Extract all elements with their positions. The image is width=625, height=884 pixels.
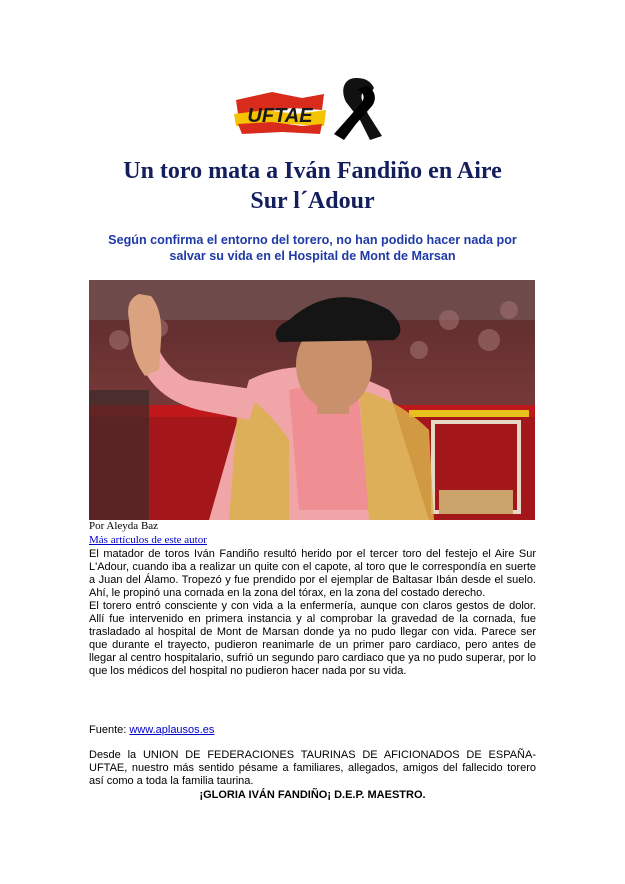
article-paragraph-2: El torero entró consciente y con vida a la enfermería, aunque con claros gestos de dolor. Allí fue intervenido en primera instancia y al comprobar la gravedad de la cornada, fue trasladado al hospital de Mont de Marsan donde ya no pudo llegar con vida. Parece ser que durante el trayecto, pudieron reanimarle de un primer paro cardiaco, pero antes de llegar al centro hospitalario, sufrió un segundo paro cardiaco que ya no pudo superar, por lo que los médicos del hospital no pudieron hacer nada por su vida. [89,600,537,677]
header-logo-group [232,72,392,144]
source-link[interactable]: www.aplausos.es [129,724,215,736]
article-title [40,156,585,216]
source-label: Fuente: [89,724,130,736]
author-byline: Por Aleyda Baz [89,520,159,532]
condolence-paragraph: Desde la UNION DE FEDERACIONES TAURINAS DE AFICIONADOS DE ESPAÑA-UFTAE, nuestro más sentido pésame a familiares, allegados, amigos del fallecido torero así como a toda la familia taurina. [89,749,536,787]
article-paragraph-1: El matador de toros Iván Fandiño resultó herido por el tercer toro del festejo el Aire Sur L'Adour, cuando iba a realizar un quite con el capote, al toro que le correspondía en suerte a Juan del Álamo. Tropezó y fue prendido por el ejemplar de Baltasar Ibán desde el suelo. Ahí, le propinó una cornada en la zona del tórax, en la zona del costado derecho. [89,548,536,599]
article-title-line-2: Sur l´Adour [250,188,375,214]
final-tribute-line: ¡GLORIA IVÁN FANDIÑO¡ D.E.P. MAESTRO. [199,789,426,801]
bullfighter-photo [89,280,535,520]
article-title-line-1: Un toro mata a Iván Fandiño en Aire [123,158,502,184]
uftae-logo-text: UFTAE [247,105,313,127]
uftae-logo [232,88,328,136]
mourning-ribbon-icon [326,74,390,142]
source-line [89,724,214,737]
article-body [89,548,536,678]
article-subtitle: Según confirma el entorno del torero, no han podido hacer nada por salvar su vida en el Hospital de Mont de Marsan [108,233,517,263]
more-articles-link[interactable]: Más artículos de este autor [89,534,207,546]
